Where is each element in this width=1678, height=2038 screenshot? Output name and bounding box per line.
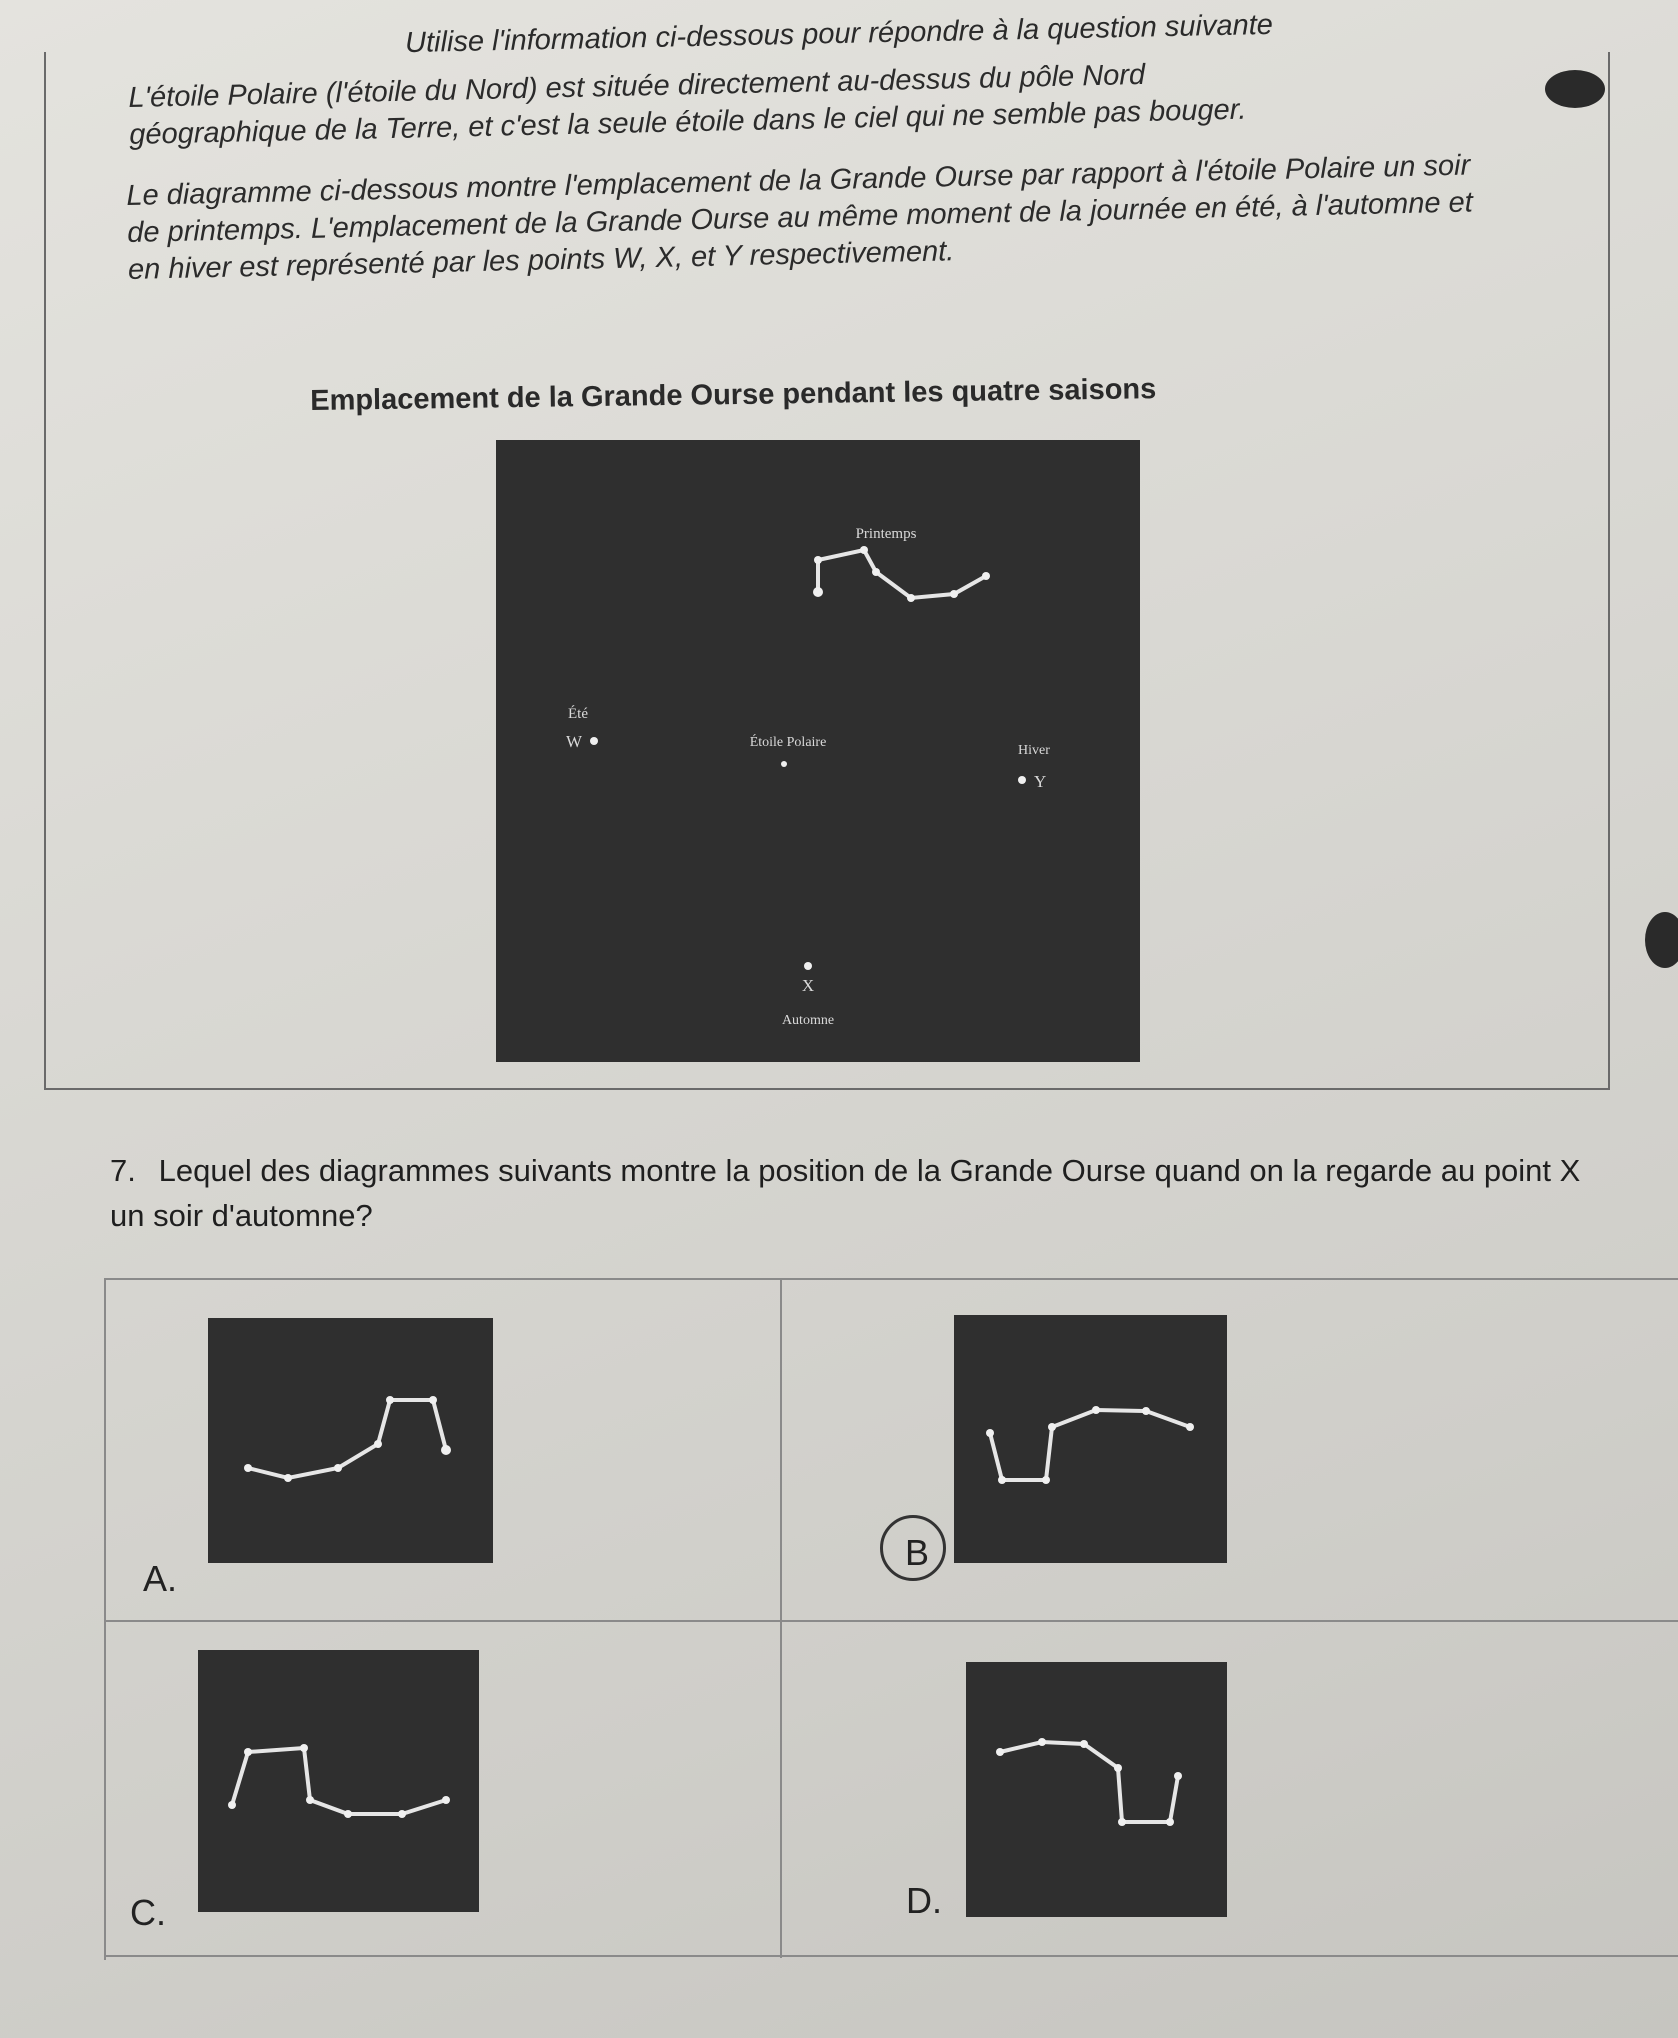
polaris-star [781,761,787,767]
label-spring: Printemps [855,526,917,542]
binder-hole [1645,912,1678,968]
star [860,546,868,554]
label-w: W [566,732,583,751]
star [950,590,958,598]
question-text: Lequel des diagrammes suivants montre la position de la Grande Ourse quand on la regarde au point X un soir d'automne? [110,1153,1581,1233]
option-d-constellation [966,1662,1227,1917]
option-c-diagram[interactable] [198,1650,479,1912]
option-c-constellation [198,1650,479,1912]
option-b-label[interactable]: B [905,1532,930,1573]
star [907,594,915,602]
point-w [590,737,598,745]
option-d-label[interactable]: D. [906,1880,942,1921]
option-a-label[interactable]: A. [143,1558,178,1599]
instruction-text: Utilise l'information ci-dessous pour répondre à la question suivante [404,8,1274,60]
label-winter: Hiver [1018,743,1050,758]
label-summer: Été [568,706,588,722]
label-y: Y [1034,772,1047,791]
question-number: 7. [110,1153,136,1188]
question [110,1148,1590,1238]
star [982,572,990,580]
grid-divider-horizontal [104,1620,1678,1622]
label-autumn: Automne [781,1013,835,1028]
big-dipper-spring [818,550,986,598]
point-x [804,962,812,970]
star [814,556,822,564]
option-a-constellation [208,1318,493,1563]
option-b-constellation [954,1315,1227,1563]
point-y [1018,776,1026,784]
option-c-label[interactable]: C. [130,1892,166,1933]
diagram-title: Emplacement de la Grande Ourse pendant les quatre saisons [310,373,1157,417]
option-d-diagram[interactable] [966,1662,1227,1917]
option-a-diagram[interactable] [208,1318,493,1563]
option-b-diagram[interactable] [954,1315,1227,1563]
star [813,587,823,597]
label-polaris: Étoile Polaire [749,735,827,750]
grid-divider-bottom [104,1955,1678,1957]
paragraph-diagram-description: Le diagramme ci-dessous montre l'emplacement de la Grande Ourse par rapport à l'étoile Polaire un soir de printemps. L'emplacement de la Grande Ourse au même moment de la journée en été, à l'automne et en hiver est représenté par les points W, X, et Y respectivement. [126,149,1474,286]
binder-hole [1545,70,1605,108]
sky-diagram [496,440,1140,1062]
grid-divider-vertical [780,1278,782,1958]
star [872,568,880,576]
paragraph-polaris: L'étoile Polaire (l'étoile du Nord) est située directement au-dessus du pôle Nord géographique de la Terre, et c'est la seule étoile dans le ciel qui ne semble pas bouger. [128,58,1247,151]
label-x: X [801,976,815,995]
